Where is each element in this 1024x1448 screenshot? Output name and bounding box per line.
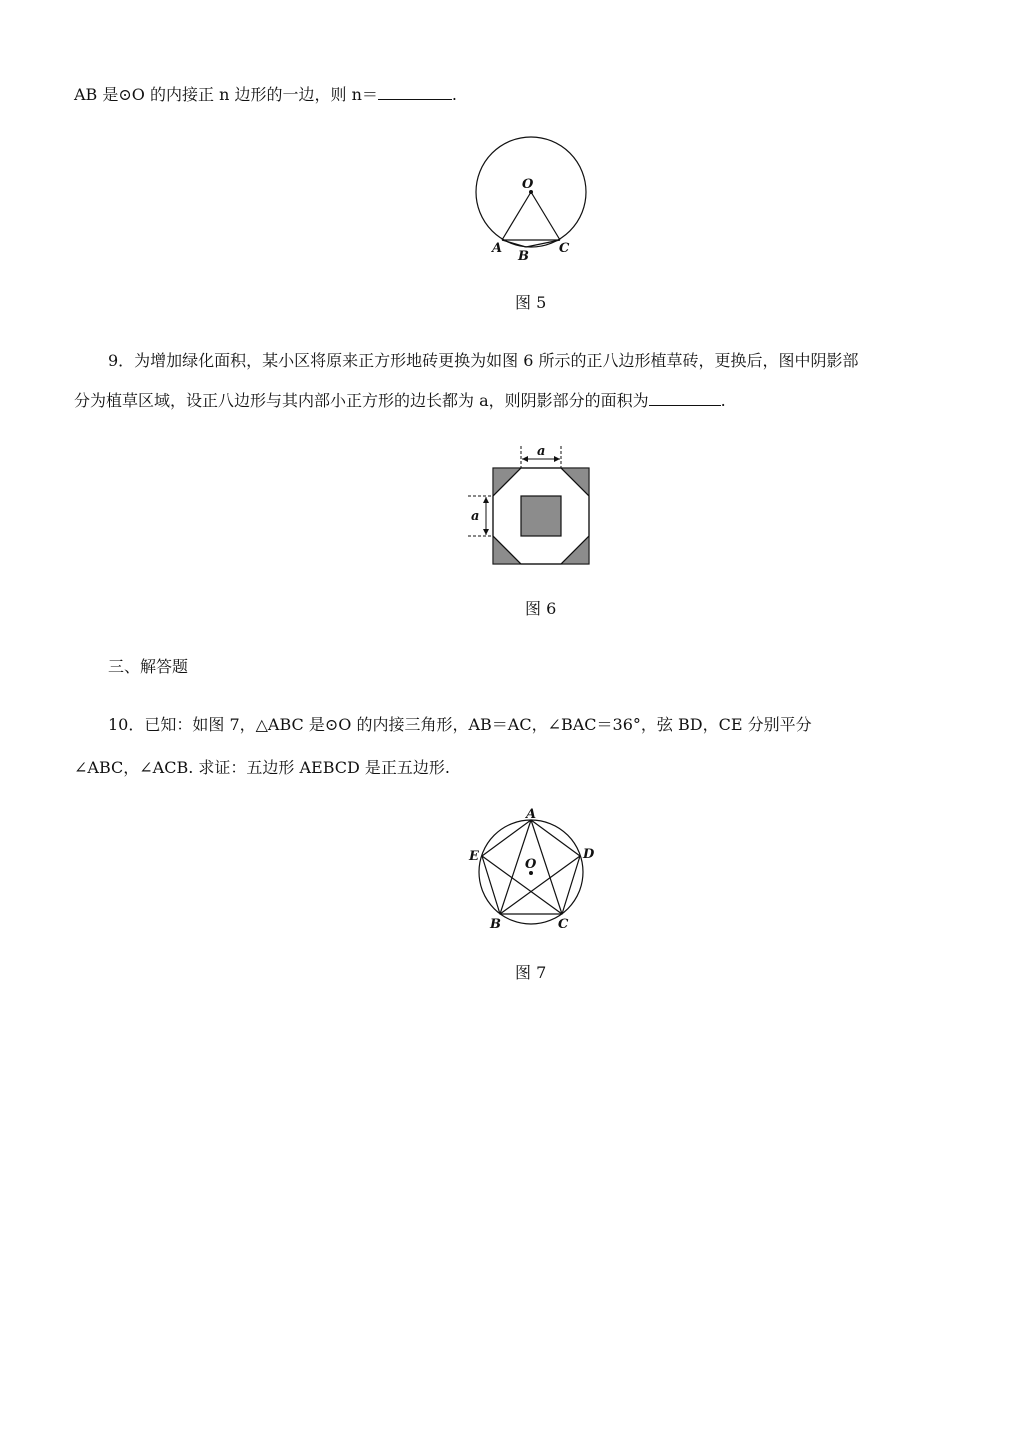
fig6-dim-left-arrowhead-top [483,497,489,503]
fig5-label-C: C [559,241,570,256]
fig5-line-OC [531,192,560,240]
fig6-dim-top-arrowhead-left [522,456,528,462]
fig7-label-O: O [525,857,537,872]
question-9-body: 分为植草区域，设正八边形与其内部小正方形的边长都为 a，则阴影部分的面积为 [74,391,649,410]
fig6-inner-square [521,496,561,536]
question-8-text [74,84,457,106]
figure-6-caption: 图 6 [525,599,557,618]
figure-7-caption: 图 7 [515,963,547,982]
figure-7-diagram [460,800,610,940]
fig5-label-A: A [492,241,503,256]
question-9-line-1: 9．为增加绿化面积，某小区将原来正方形地砖更换为如图 6 所示的正八边形植草砖，更换后，图中阴影部 [108,351,859,370]
fig5-label-O: O [522,177,534,192]
question-8-body: AB 是⊙O 的内接正 n 边形的一边，则 n＝ [74,85,378,104]
fig7-label-B: B [490,917,501,932]
fig7-label-E: E [469,849,479,864]
answer-blank-9 [649,391,721,406]
fig6-dim-left-arrowhead-bottom [483,529,489,535]
fig6-label-left-a: a [471,509,480,524]
question-9-period: . [720,391,726,410]
fig7-line-BD [500,856,580,914]
answer-blank-8 [378,85,452,100]
figure-5-caption: 图 5 [515,293,547,312]
fig7-label-A: A [526,807,537,822]
fig7-line-CE [482,856,562,914]
fig6-label-top-a: a [537,444,546,459]
figure-6-diagram [460,440,600,570]
fig5-chord-AB [502,240,526,247]
question-9-line-2 [74,390,726,412]
section-3-title: 三、解答题 [108,657,189,676]
fig7-label-D: D [583,847,595,862]
question-8-period: . [451,85,457,104]
question-10-line-1: 10．已知：如图 7，△ABC 是⊙O 的内接三角形，AB＝AC，∠BAC＝36°，弦 BD，CE 分别平分 [108,715,812,734]
fig5-line-OA [502,192,531,240]
fig6-dim-top-arrowhead-right [554,456,560,462]
question-10-line-2: ∠ABC，∠ACB. 求证：五边形 AEBCD 是正五边形. [74,758,451,777]
fig7-label-C: C [558,917,569,932]
figure-5-diagram [460,130,600,270]
fig5-label-B: B [518,249,529,264]
